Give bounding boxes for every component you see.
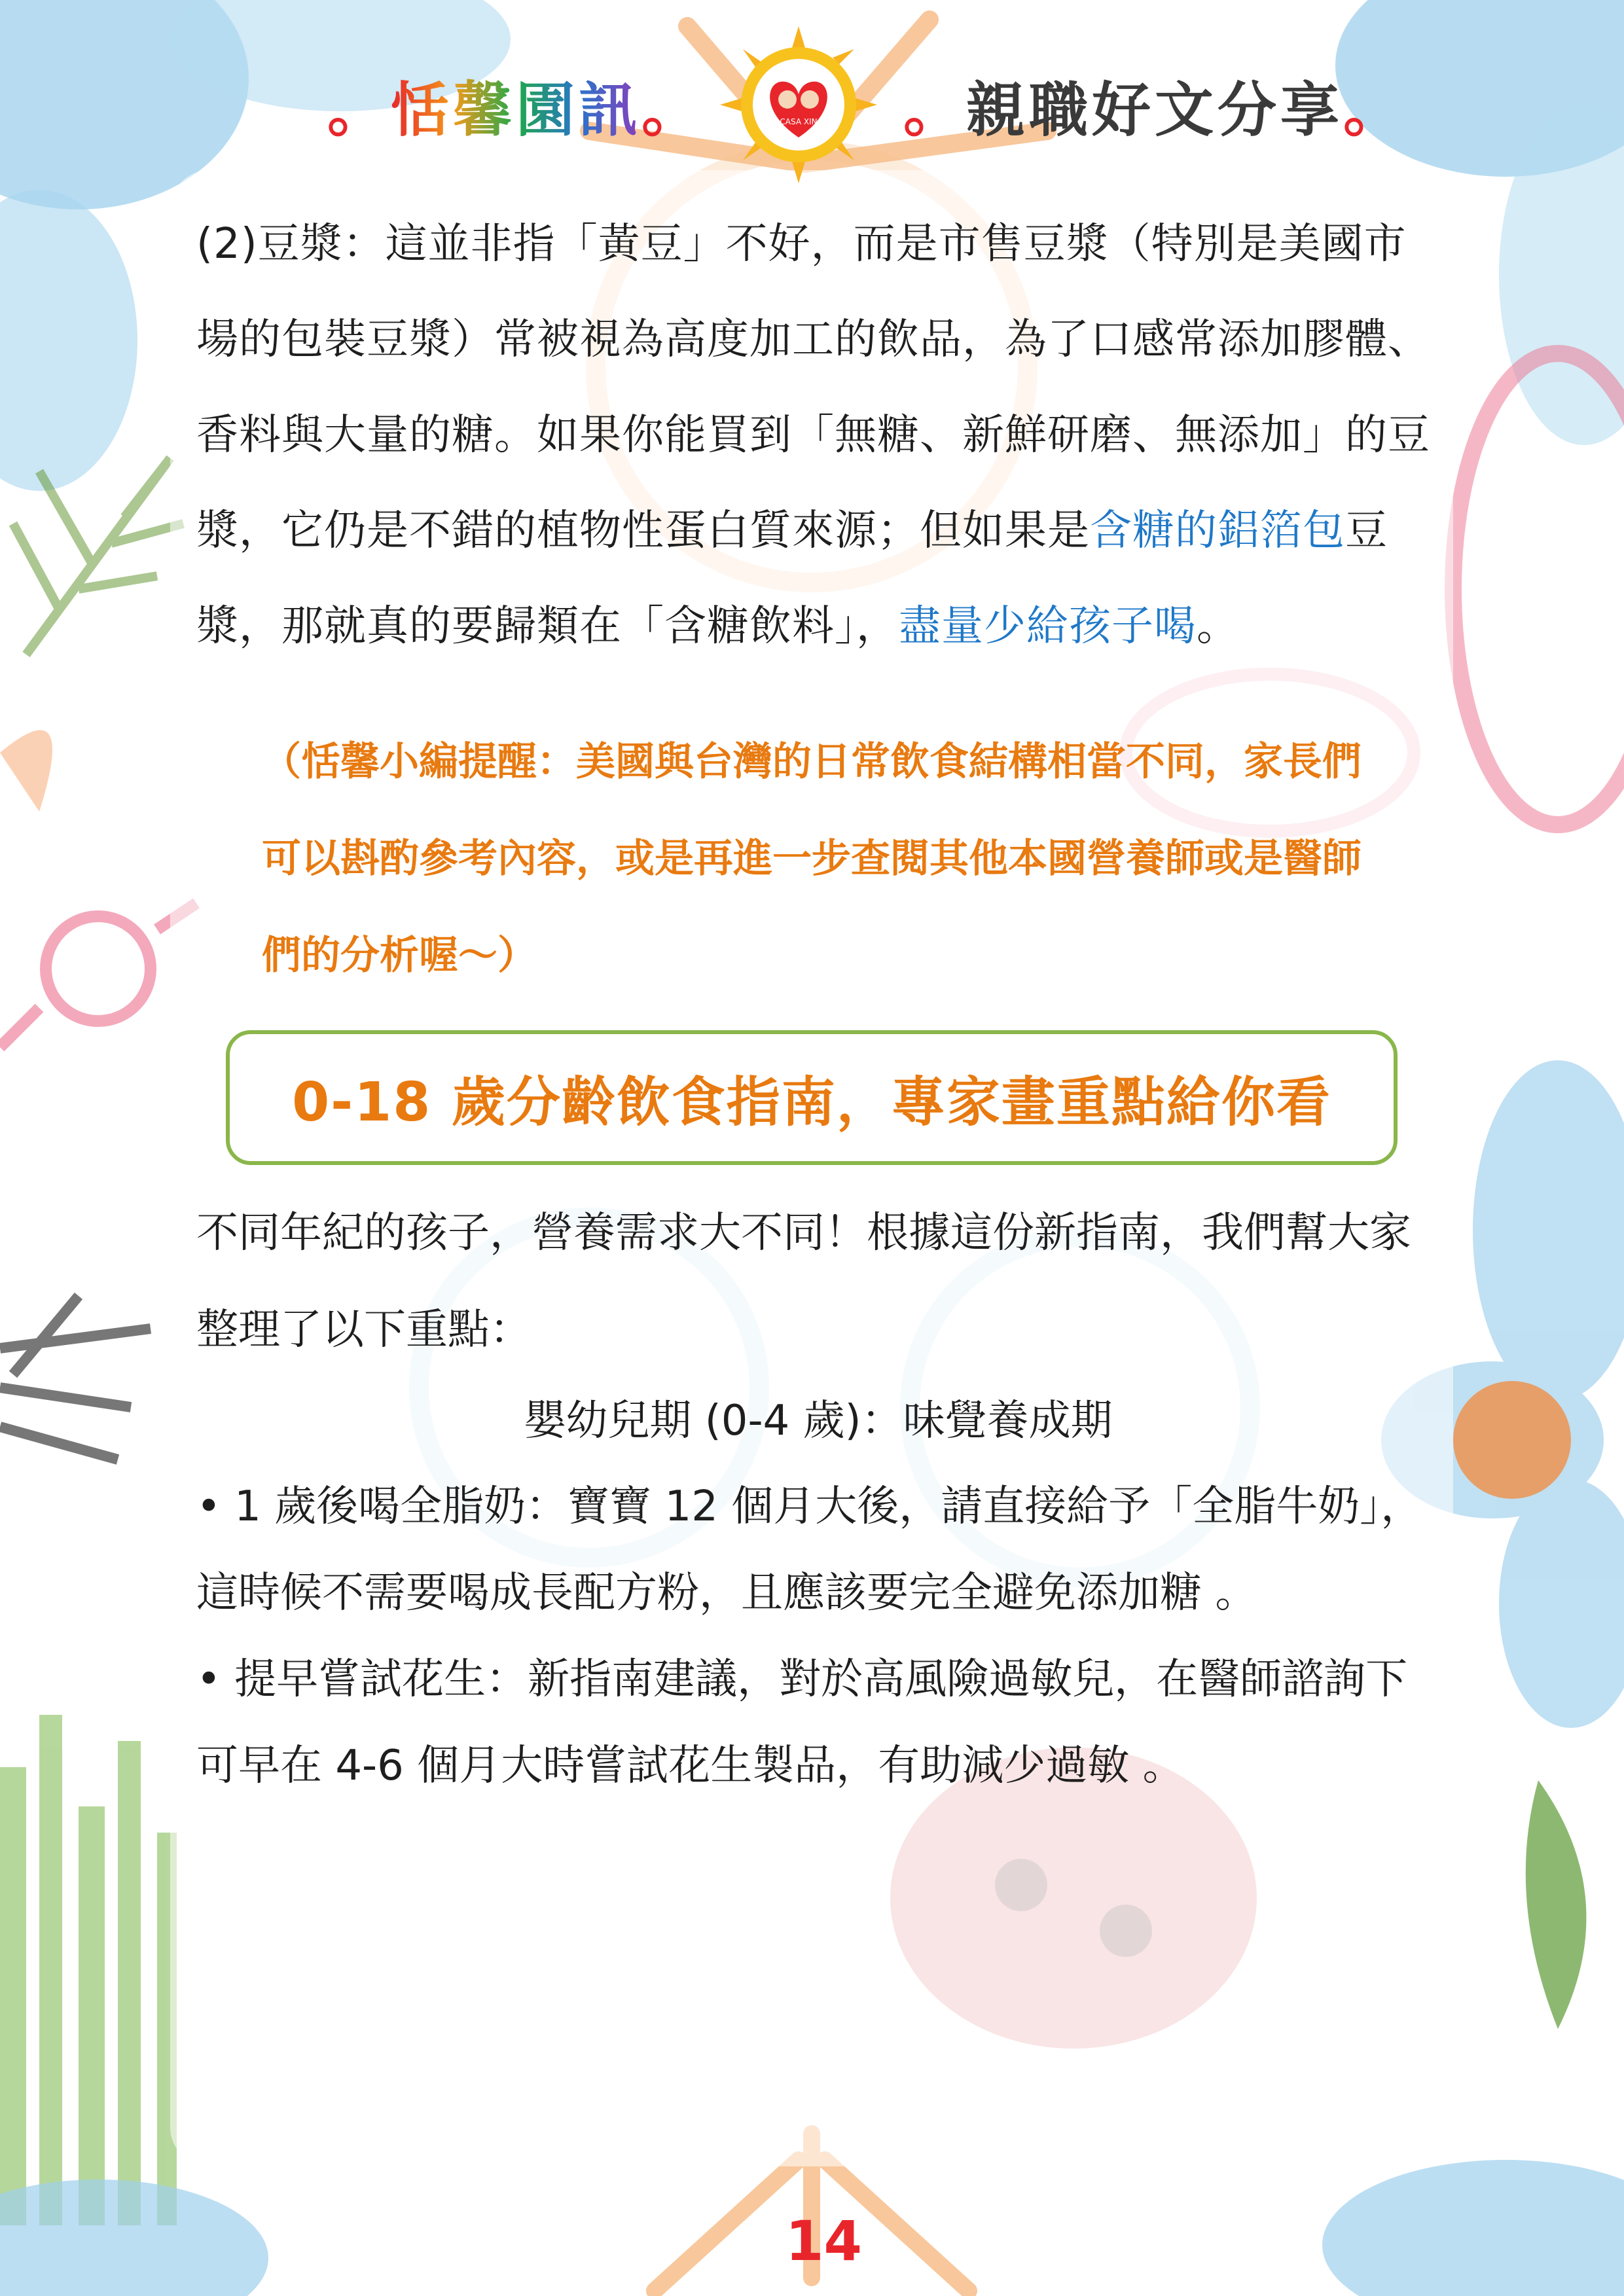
highlight-aluminum-pack: 含糖的鋁箔包	[1090, 507, 1345, 555]
section-category: 。親職好文分享。	[903, 76, 1406, 145]
page-number: 14	[785, 2209, 862, 2273]
section-title-box	[226, 1030, 1398, 1165]
list-item: • 1 歲後喝全脂奶：寶寶 12 個月大後，請直接給予「全脂牛奶」，這時候不需要喝成長配方粉，且應該要完全避免添加糖 。	[196, 1482, 1423, 1617]
article-body	[196, 196, 1440, 1809]
section-intro: 不同年紀的孩子，營養需求大不同！根據這份新指南，我們幫大家整理了以下重點：	[196, 1209, 1411, 1354]
newsletter-title-text: 恬馨園訊	[390, 76, 641, 145]
highlight-limit-children: 盡量少給孩子喝	[899, 602, 1197, 651]
page-header	[0, 26, 1624, 177]
age-group-subheading: 嬰幼兒期 (0-4 歲)：味覺養成期	[524, 1397, 1113, 1445]
sun-children-logo-icon	[720, 26, 877, 183]
newsletter-title: 。恬馨園訊。	[327, 76, 704, 145]
logo-text: CASA XIN	[780, 117, 818, 126]
section-category-text: 親職好文分享	[966, 76, 1343, 145]
editor-reminder: （恬馨小編提醒：美國與台灣的日常飲食結構相當不同，家長們可以斟酌參考內容，或是再進一步查閱其他本國營養師或是醫師們的分析喔～）	[262, 739, 1362, 978]
section-title: 0-18 歲分齡飲食指南，專家畫重點給你看	[292, 1071, 1331, 1134]
soy-milk-paragraph: (2)豆漿：這並非指「黃豆」不好，而是市售豆漿（特別是美國市場的包裝豆漿）常被視為高度加工的飲品，為了口感常添加膠體、香料與大量的糖。如果你能買到「無糖、新鮮研磨、無添加」的豆漿，它仍是不錯的植物性蛋白質來源；但如果是含糖的鋁箔包豆漿，那就真的要歸類在「含糖飲料」，盡量少給孩子喝。	[196, 220, 1430, 651]
list-item: • 提早嘗試花生：新指南建議，對於高風險過敏兒，在醫師諮詢下可早在 4-6 個月大時嘗試花生製品，有助減少過敏 。	[196, 1655, 1408, 1790]
